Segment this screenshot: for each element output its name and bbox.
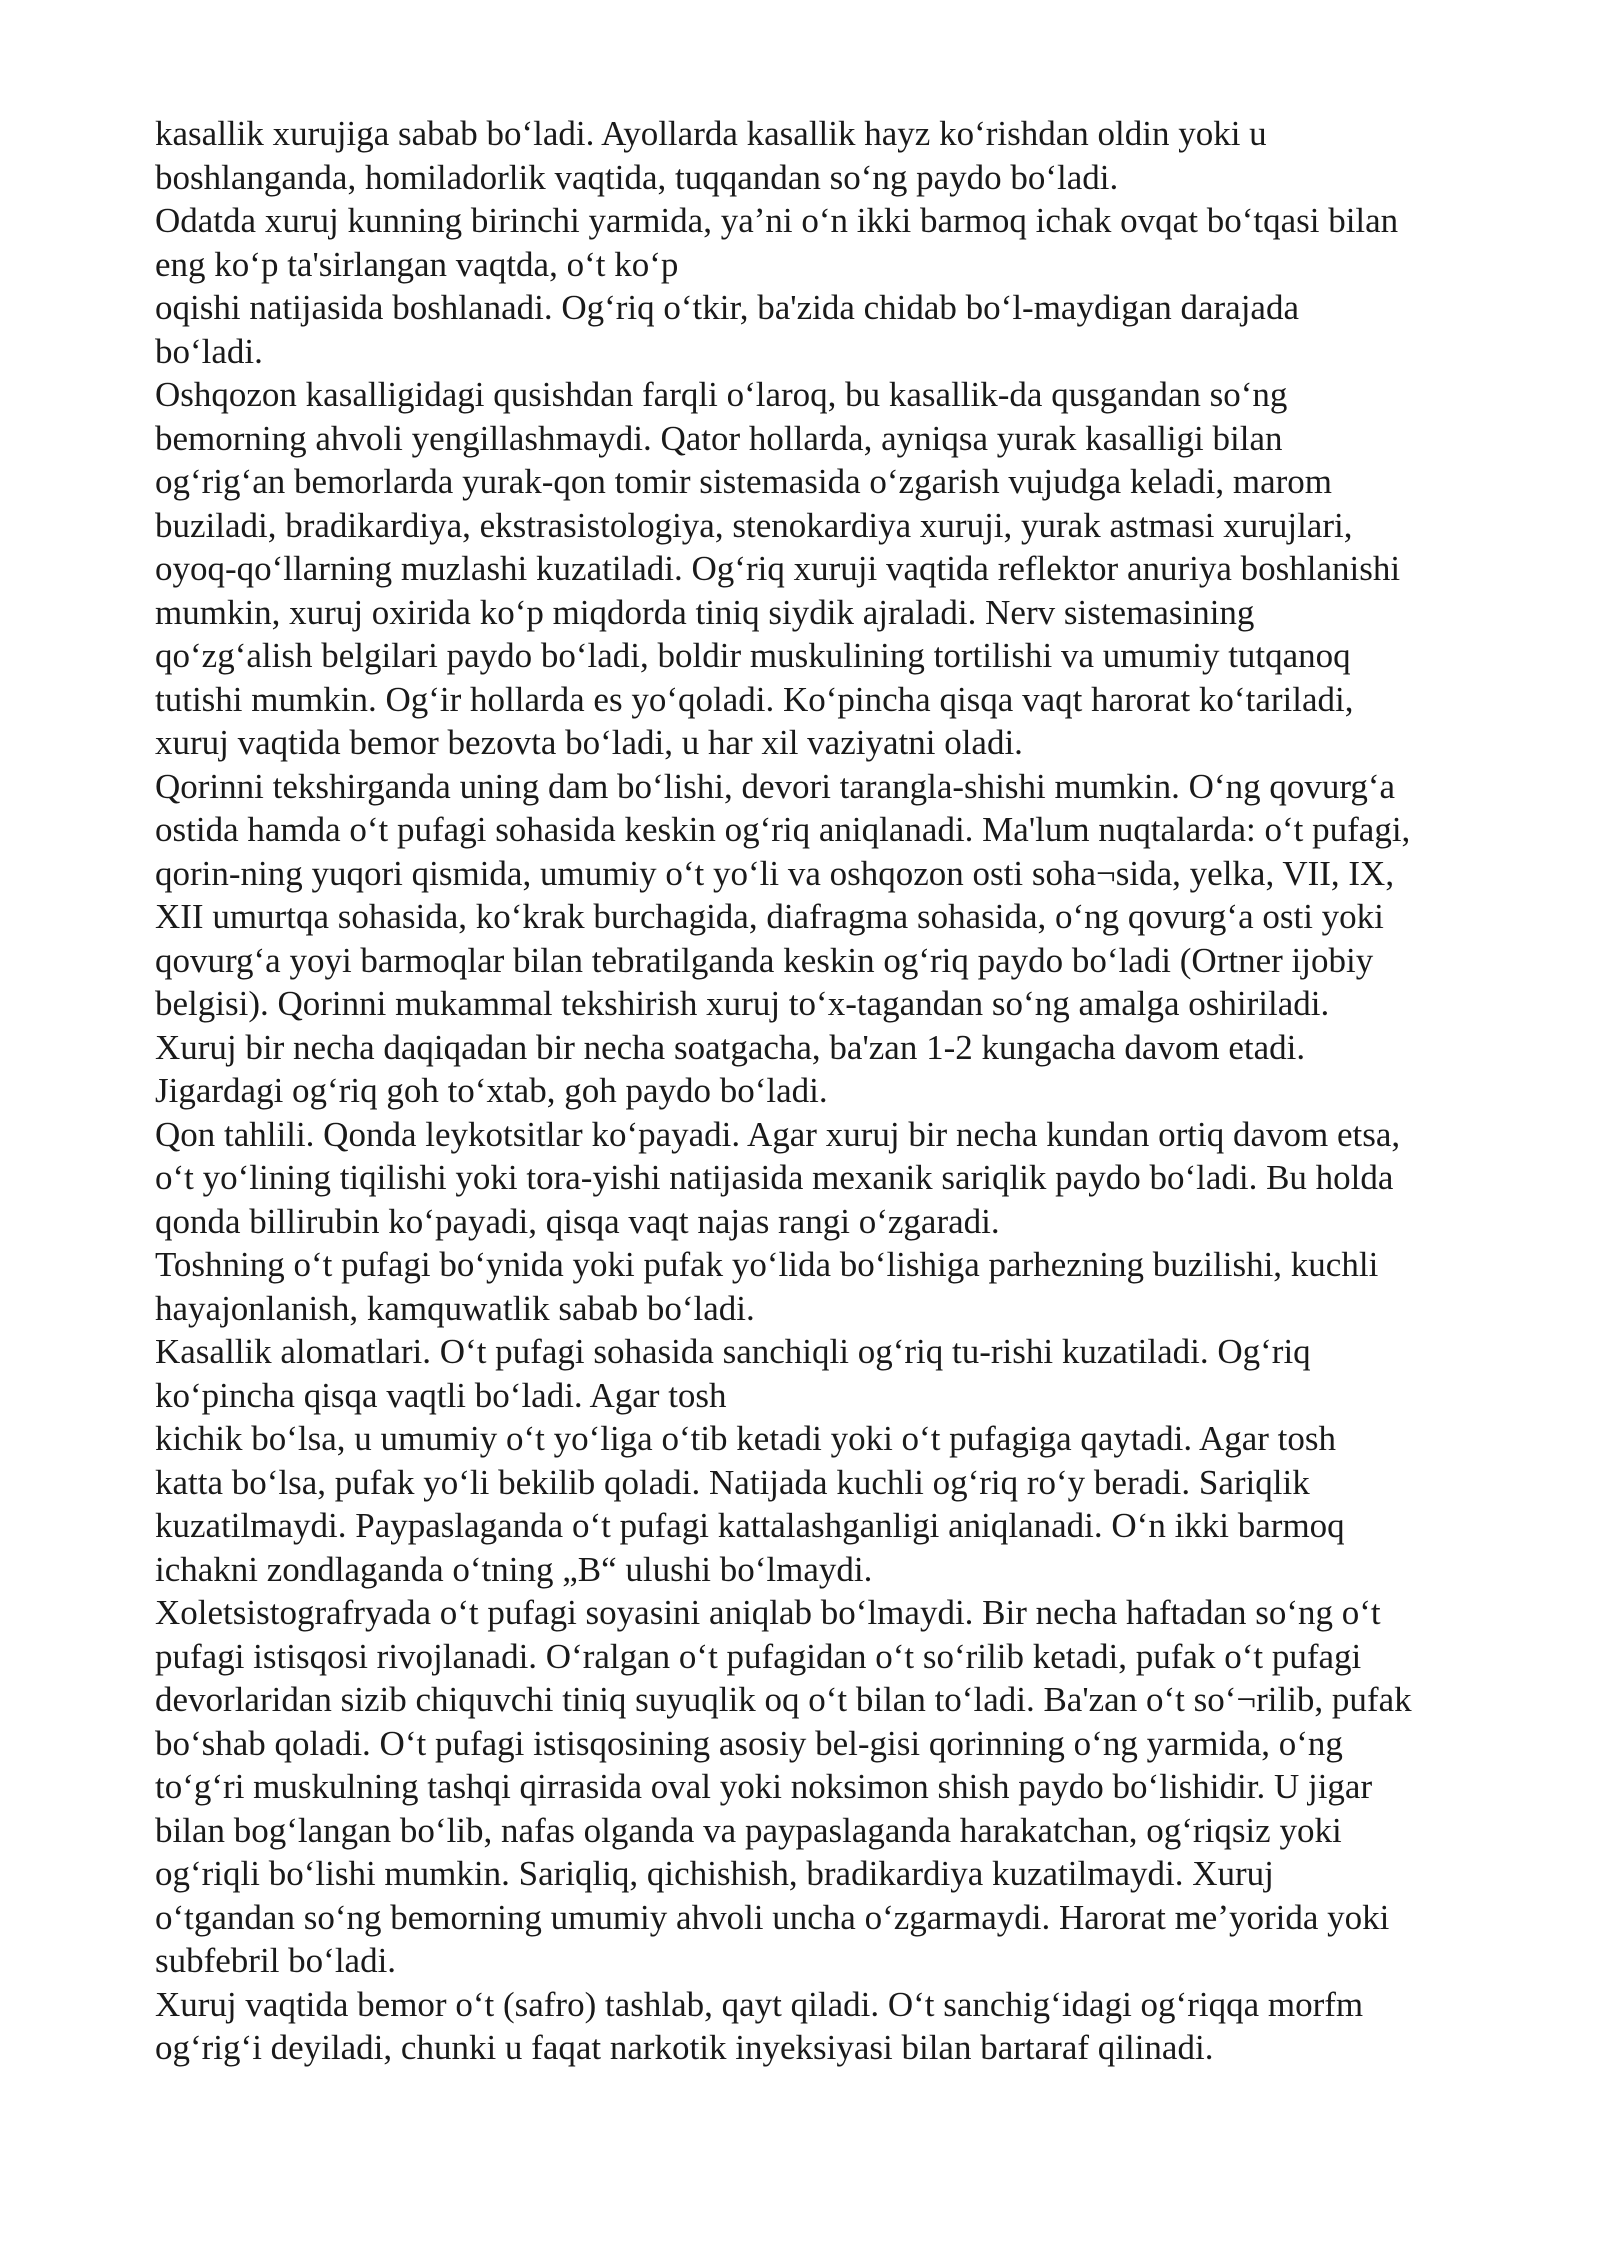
text-line: koʻpincha qisqa vaqtli boʻladi. Agar tosh xyxy=(155,1375,727,1415)
text-line: hayajonlanish, kamquwatlik sabab boʻladi. xyxy=(155,1288,755,1328)
text-line: XII umurtqa sohasida, koʻkrak burchagida, diafragma sohasida, oʻng qovurgʻa osti yoki xyxy=(155,897,1384,936)
text-line: belgisi). Qorinni mukammal tekshirish xuruj toʻx-tagandan soʻng amalga oshiriladi. xyxy=(155,984,1330,1023)
text-line: Kasallik alomatlari. Oʻt pufagi sohasida sanchiqli ogʻriq tu-rishi kuzatiladi. Ogʻriq xyxy=(155,1332,1311,1371)
document-page xyxy=(155,112,1550,2070)
text-line: pufagi istisqosi rivojlanadi. Oʻralgan oʻt pufagidan oʻt soʻrilib ketadi, pufak oʻt pufagi xyxy=(155,1636,1362,1676)
text-line: qovurgʻa yoyi barmoqlar bilan tebratilganda keskin ogʻriq paydo boʻladi (Ortner ijobiy xyxy=(155,940,1374,980)
text-line: kasallik xurujiga sabab boʻladi. Ayollarda kasallik hayz koʻrishdan oldin yoki u xyxy=(155,114,1267,153)
text-line: ogʻrigʻan bemorlarda yurak-qon tomir sistemasida oʻzgarish vujudga keladi, marom xyxy=(155,462,1333,501)
text-line: bilan bogʻlangan boʻlib, nafas olganda va paypaslaganda harakatchan, ogʻriqsiz yoki xyxy=(155,1810,1342,1850)
text-line: Jigardagi ogʻriq goh toʻxtab, goh paydo boʻladi. xyxy=(155,1071,828,1110)
text-line: ogʻrigʻi deyiladi, chunki u faqat narkotik inyeksiyasi bilan bartaraf qilinadi. xyxy=(155,2028,1214,2067)
text-line: Xuruj vaqtida bemor oʻt (safro) tashlab, qayt qiladi. Oʻt sanchigʻidagi ogʻriqqa morfm xyxy=(155,1984,1364,2024)
text-line: Xuruj bir necha daqiqadan bir necha soatgacha, ba'zan 1-2 kungacha davom etadi. xyxy=(155,1027,1306,1067)
text-line: kuzatilmaydi. Paypaslaganda oʻt pufagi kattalashganligi aniqlanadi. Oʻn ikki barmoq xyxy=(155,1506,1345,1545)
text-line: Xoletsistografryada oʻt pufagi soyasini aniqlab boʻlmaydi. Bir necha haftadan soʻng oʻt xyxy=(155,1593,1381,1632)
text-line: subfebril boʻladi. xyxy=(155,1941,397,1980)
text-line: qonda billirubin koʻpayadi, qisqa vaqt najas rangi oʻzgaradi. xyxy=(155,1201,1000,1241)
text-line: Qorinni tekshirganda uning dam boʻlishi, devori tarangla-shishi mumkin. Oʻng qovurgʻa xyxy=(155,766,1396,806)
text-line: qorin-ning yuqori qismida, umumiy oʻt yoʻli va oshqozon osti soha¬sida, yelka, VII, IX, xyxy=(155,853,1395,893)
text-line: boshlanganda, homiladorlik vaqtida, tuqqandan soʻng paydo boʻladi. xyxy=(155,157,1119,197)
text-line: Odatda xuruj kunning birinchi yarmida, yaʼni oʻn ikki barmoq ichak ovqat boʻtqasi bilan xyxy=(155,201,1399,240)
text-line: boʻladi. xyxy=(155,331,263,371)
text-line: kichik boʻlsa, u umumiy oʻt yoʻliga oʻtib ketadi yoki oʻt pufagiga qaytadi. Agar tosh xyxy=(155,1419,1337,1458)
text-line: oʻtgandan soʻng bemorning umumiy ahvoli uncha oʻzgarmaydi. Harorat meʼyorida yoki xyxy=(155,1897,1390,1937)
text-line: oqishi natijasida boshlanadi. Ogʻriq oʻtkir, ba'zida chidab boʻl-maydigan darajada xyxy=(155,288,1299,327)
text-line: bemorning ahvoli yengillashmaydi. Qator hollarda, ayniqsa yurak kasalligi bilan xyxy=(155,418,1283,458)
text-line: oyoq-qoʻllarning muzlashi kuzatiladi. Ogʻriq xuruji vaqtida reflektor anuriya boshlanishi xyxy=(155,549,1401,588)
text-line: qoʻzgʻalish belgilari paydo boʻladi, boldir muskulining tortilishi va umumiy tutqanoq xyxy=(155,636,1351,675)
text-line: toʻgʻri muskulning tashqi qirrasida oval yoki noksimon shish paydo boʻlishidir. U jigar xyxy=(155,1767,1373,1806)
text-line: mumkin, xuruj oxirida koʻp miqdorda tiniq siydik ajraladi. Nerv sistemasining xyxy=(155,592,1255,632)
text-line: Oshqozon kasalligidagi qusishdan farqli oʻlaroq, bu kasallik-da qusgandan soʻng xyxy=(155,375,1288,414)
text-line: Qon tahlili. Qonda leykotsitlar koʻpayadi. Agar xuruj bir necha kundan ortiq davom etsa, xyxy=(155,1114,1401,1154)
text-line: oʻt yoʻlining tiqilishi yoki tora-yishi natijasida mexanik sariqlik paydo boʻladi. Bu holda xyxy=(155,1158,1394,1197)
text-line: ichakni zondlaganda oʻtning „B“ ulushi boʻlmaydi. xyxy=(155,1549,873,1589)
text-line: devorlaridan sizib chiquvchi tiniq suyuqlik oq oʻt bilan toʻladi. Ba'zan oʻt soʻ¬rilib, pufak xyxy=(155,1680,1412,1719)
text-line: ogʻriqli boʻlishi mumkin. Sariqliq, qichishish, bradikardiya kuzatilmaydi. Xuruj xyxy=(155,1854,1274,1893)
text-line: Toshning oʻt pufagi boʻynida yoki pufak yoʻlida boʻlishiga parhezning buzilishi, kuchli xyxy=(155,1245,1379,1284)
text-line: tutishi mumkin. Ogʻir hollarda es yoʻqoladi. Koʻpincha qisqa vaqt harorat koʻtariladi, xyxy=(155,679,1354,719)
text-line: eng koʻp ta'sirlangan vaqtda, oʻt koʻp xyxy=(155,244,679,284)
text-line: katta boʻlsa, pufak yoʻli bekilib qoladi. Natijada kuchli ogʻriq roʻy beradi. Sariqlik xyxy=(155,1462,1310,1502)
text-line: ostida hamda oʻt pufagi sohasida keskin ogʻriq aniqlanadi. Ma'lum nuqtalarda: oʻt pufagi, xyxy=(155,810,1411,849)
text-line: xuruj vaqtida bemor bezovta boʻladi, u har xil vaziyatni oladi. xyxy=(155,723,1023,762)
text-line: buziladi, bradikardiya, ekstrasistologiya, stenokardiya xuruji, yurak astmasi xurujlari, xyxy=(155,505,1353,545)
text-line: boʻshab qoladi. Oʻt pufagi istisqosining asosiy bel-gisi qorinning oʻng yarmida, oʻng xyxy=(155,1723,1343,1763)
